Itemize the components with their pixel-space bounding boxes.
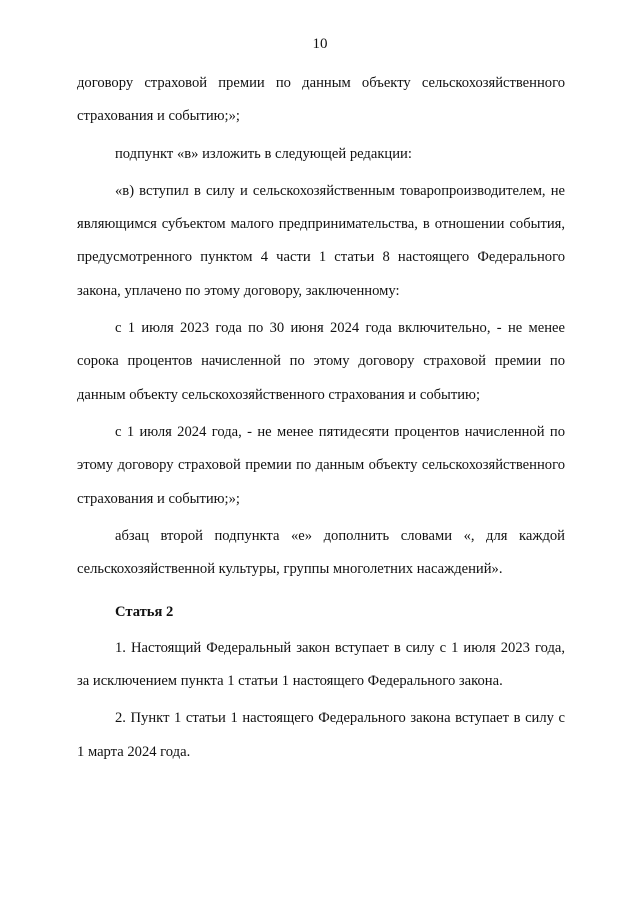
paragraph-period-2024: с 1 июля 2024 года, - не менее пятидесяти процентов начисленной по этому договору страховой премии по данным объекту сельскохозяйственного страхования и событию;»; (77, 423, 565, 507)
article-2-heading: Статья 2 (115, 604, 174, 621)
paragraph-continuation: договору страховой премии по данным объекту сельскохозяйственного страхования и событию;»; (77, 75, 565, 125)
paragraph-subpoint-v-text: «в) вступил в силу и сельскохозяйственным товаропроизводителем, не являющимся субъектом малого предпринимательства, в отношении события, предусмотренного пунктом 4 части 1 статьи 8 настоящего Федерального закона, уплачено по этому договору, заключенному: (77, 182, 565, 299)
paragraph-subpoint-e: абзац второй подпункта «е» дополнить словами «, для каждой сельскохозяйственной культуры, группы многолетних насаждений». (77, 527, 565, 578)
article-2-item-2: 2. Пункт 1 статьи 1 настоящего Федерального закона вступает в силу с 1 марта 2024 года. (77, 710, 565, 760)
document-body (77, 67, 565, 769)
article-2-item-1: 1. Настоящий Федеральный закон вступает в силу с 1 июля 2023 года, за исключением пункта 1 статьи 1 настоящего Федерального закона. (77, 639, 565, 690)
paragraph-subpoint-v-intro: подпункт «в» изложить в следующей редакции: (115, 145, 412, 162)
page-number: 10 (312, 36, 328, 52)
paragraph-period-2023: с 1 июля 2023 года по 30 июня 2024 года включительно, - не менее сорока процентов начисленной по этому договору страховой премии по данным объекту сельскохозяйственного страхования и событию; (77, 320, 565, 403)
